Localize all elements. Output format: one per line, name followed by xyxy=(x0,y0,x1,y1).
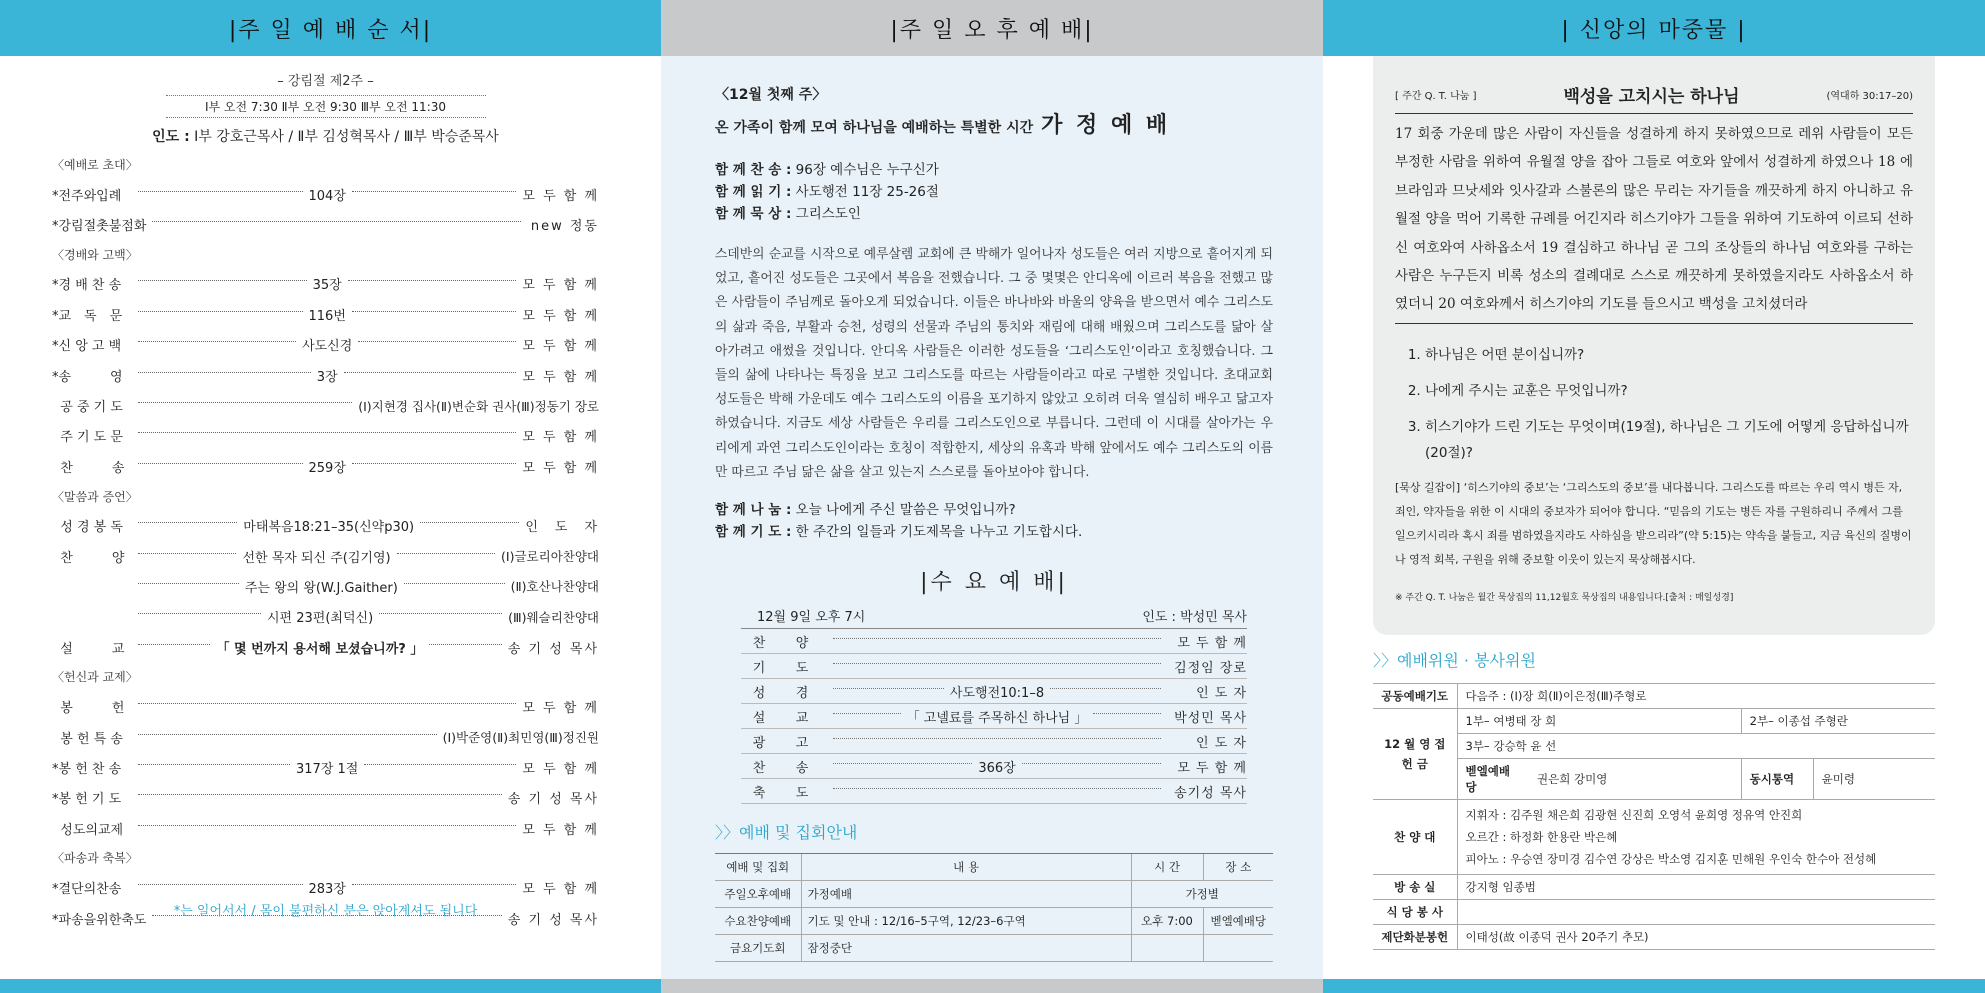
vol-row xyxy=(1373,800,1935,875)
order-item-name: *강림절촛불점화 xyxy=(52,219,147,235)
leaders-line xyxy=(52,126,599,146)
qt-reference: (역대하 30:17–20) xyxy=(1826,91,1913,102)
info-head-row xyxy=(715,854,1273,881)
wed-item-leader: 인 도 자 xyxy=(1196,685,1248,701)
afternoon-header: |주 일 오 후 예 배| xyxy=(661,0,1323,56)
dot-leader xyxy=(138,280,307,281)
info-cell: 주일오후예배 xyxy=(715,881,801,908)
lead-label: 인도 : xyxy=(152,129,190,145)
order-item-name: 성 경 봉 독 xyxy=(52,520,123,536)
kv-value: 오늘 나에게 주신 말씀은 무엇입니까? xyxy=(795,502,1016,519)
order-item-name: *경 배 찬 송 xyxy=(52,278,122,294)
order-item-name: 봉 헌 특 송 xyxy=(52,731,123,747)
dot-leader xyxy=(138,764,290,765)
vol-subkey: 동시통역 xyxy=(1741,759,1813,800)
order-item-name: 주 기 도 문 xyxy=(52,430,123,446)
question-item: 2. 나에게 주시는 교훈은 무엇입니까? xyxy=(1425,378,1913,404)
order-row xyxy=(52,813,599,843)
kv-line xyxy=(715,181,1273,203)
dot-leader xyxy=(833,638,1161,639)
order-item-leader: (Ⅰ)글로리아찬양대 xyxy=(501,549,599,565)
order-section-label: 〈파송과 축복〉 xyxy=(52,851,138,866)
order-item-leader: 송 기 성 목사 xyxy=(507,641,599,657)
dot-leader xyxy=(348,280,517,281)
dot-leader xyxy=(352,884,517,885)
wednesday-rows xyxy=(741,629,1247,804)
vol-value: 이태성(故 이종덕 권사 20주기 추모) xyxy=(1457,925,1935,950)
vol-key: 공동예배기도 xyxy=(1373,684,1457,709)
wed-item-char: 찬 xyxy=(752,635,766,651)
order-row xyxy=(52,299,599,329)
vol-value: 3부– 강승학 윤 선 xyxy=(1457,734,1935,759)
vol-row xyxy=(1373,684,1935,709)
info-cell xyxy=(1203,935,1273,962)
order-item-leader: 송 기 성 목사 xyxy=(507,912,599,928)
order-item-name: *전주와입례 xyxy=(52,188,122,204)
order-section-label: 〈말씀과 증언〉 xyxy=(52,489,138,504)
qt-title: 백성을 고치시는 하나님 xyxy=(1563,87,1740,107)
order-row xyxy=(52,602,599,632)
order-item-content: 주는 왕의 왕(W.J.Gaither) xyxy=(244,580,398,596)
vol-key: 방 송 실 xyxy=(1373,875,1457,900)
wed-item-char: 송 xyxy=(795,760,809,776)
volunteers-title: 〉〉예배위원 · 봉사위원 xyxy=(1373,651,1536,670)
order-row xyxy=(52,571,599,601)
wednesday-lead: 인도 : 박성민 목사 xyxy=(1142,610,1247,626)
dot-leader xyxy=(138,734,437,735)
wed-item-char: 양 xyxy=(795,635,809,651)
dot-leader xyxy=(138,311,303,312)
wednesday-row xyxy=(741,629,1247,654)
order-item-leader: 모 두 함 께 xyxy=(522,188,600,204)
info-row xyxy=(715,881,1273,908)
order-section-label: 〈헌신과 교제〉 xyxy=(52,670,138,685)
dot-leader xyxy=(138,191,303,192)
vol-value: 다음주 : (Ⅰ)장 희(Ⅱ)이은정(Ⅲ)주형로 xyxy=(1457,684,1935,709)
info-head-cell: 예배 및 집회 xyxy=(715,854,801,881)
order-row xyxy=(52,722,599,752)
order-item-name: 설 교 xyxy=(52,641,125,657)
order-item-leader: new 정동 xyxy=(530,219,599,235)
wed-item-char: 도 xyxy=(795,660,809,676)
family-worship-big: 가 정 예 배 xyxy=(1041,113,1171,138)
choir-organ: 오르간 : 하정화 한용란 박은혜 xyxy=(1465,830,1618,844)
dot-leader xyxy=(404,583,505,584)
info-row xyxy=(715,935,1273,962)
info-cell: 가정예배 xyxy=(801,881,1131,908)
info-head-cell: 내 용 xyxy=(801,854,1131,881)
dot-leader xyxy=(1093,713,1161,714)
order-item-name: *봉 헌 기 도 xyxy=(52,792,122,808)
dot-leader xyxy=(379,613,502,614)
wednesday-title: |수 요 예 배| xyxy=(920,570,1068,596)
dot-leader xyxy=(833,788,1161,789)
order-item-content: 선한 목자 되신 주(김기영) xyxy=(242,550,391,566)
wednesday-head xyxy=(741,606,1247,629)
question-item: 1. 하나님은 어떤 분이십니까? xyxy=(1425,342,1913,368)
order-item-name: 봉 헌 xyxy=(52,701,125,717)
wednesday-row xyxy=(741,779,1247,804)
vol-row xyxy=(1373,875,1935,900)
order-row xyxy=(52,179,599,209)
order-item-leader: 모 두 함 께 xyxy=(522,308,600,324)
order-section-label: 〈예배로 초대〉 xyxy=(52,158,138,172)
order-section-label: 〈경배와 고백〉 xyxy=(52,247,138,262)
dot-leader xyxy=(364,764,516,765)
order-item-name: *결단의찬송 xyxy=(52,882,122,898)
order-item-leader: 송 기 성 목사 xyxy=(507,792,599,808)
info-section-title: 〉〉예배 및 집회안내 xyxy=(715,823,858,843)
wednesday-row xyxy=(741,704,1247,729)
lead-names: Ⅰ부 강호근목사 / Ⅱ부 김성혁목사 / Ⅲ부 박승준목사 xyxy=(194,129,499,145)
wed-item-char: 경 xyxy=(795,685,809,701)
question-list xyxy=(1425,342,1913,466)
order-item-leader: (Ⅲ)웨슬리찬양대 xyxy=(508,609,599,625)
kv-line xyxy=(715,499,1273,521)
order-item-leader: 모 두 함 께 xyxy=(522,761,600,777)
vol-row xyxy=(1373,925,1935,950)
order-item-leader: 모 두 함 께 xyxy=(522,882,600,898)
dot-leader xyxy=(138,703,516,704)
order-item-name: 찬 송 xyxy=(52,460,125,476)
kv-line xyxy=(715,159,1273,181)
order-row xyxy=(52,541,599,571)
vol-row xyxy=(1373,900,1935,925)
order-item-leader: (Ⅱ)호산나찬양대 xyxy=(510,579,600,595)
order-list xyxy=(52,150,599,933)
info-table xyxy=(715,853,1273,962)
choir-piano: 피아노 : 우승연 장미경 김수연 강상은 박소영 김지훈 민해원 우인숙 한수아 전성혜 xyxy=(1465,852,1877,866)
kv-value: 사도행전 11장 25-26절 xyxy=(795,184,939,200)
order-item-name: *봉 헌 찬 송 xyxy=(52,761,122,777)
info-cell xyxy=(1131,935,1203,962)
wednesday-row xyxy=(741,754,1247,779)
wed-item-leader: 인 도 자 xyxy=(1196,735,1247,751)
order-item-name: *파송을위한축도 xyxy=(52,912,147,928)
kv-key: 함 께 찬 송 : xyxy=(715,162,792,178)
order-item-name: 찬 양 xyxy=(52,550,125,566)
wednesday-row xyxy=(741,679,1247,704)
order-item-content: 마태복음18:21–35(신약p30) xyxy=(243,520,415,536)
info-cell: 가정별 xyxy=(1131,881,1273,908)
dot-leader xyxy=(429,644,501,645)
order-item-leader: (Ⅰ)지현경 집사(Ⅱ)변순화 권사(Ⅲ)정동기 장로 xyxy=(358,398,599,414)
order-row xyxy=(52,421,599,451)
week-label: 〈12월 첫째 주〉 xyxy=(715,87,827,103)
order-item-leader: 모 두 함 께 xyxy=(522,822,599,838)
worship-order-header: |주 일 예 배 순 서| xyxy=(0,0,661,56)
dot-leader xyxy=(833,663,1161,664)
qt-heading xyxy=(1395,82,1913,114)
order-row xyxy=(52,451,599,481)
dot-leader xyxy=(358,341,516,342)
order-row xyxy=(52,269,599,299)
dot-leader xyxy=(833,738,1161,739)
wed-item-leader: 박성민 목사 xyxy=(1174,710,1248,726)
wed-item-char: 교 xyxy=(795,710,809,726)
kv-key: 함 께 읽 기 : xyxy=(715,184,792,200)
scripture-passage: 17 회중 가운데 많은 사람이 자신들을 성결하게 하지 못하였으므로 레위 사람들이 모든 부정한 사람을 위하여 유월절 양을 잡아 그들로 여호와 앞에서 성결하게 하였으나 18 에브라임과 므낫세와 잇사갈과 스불론의 많은 무리는 자기들을 깨끗하게 하지 아니하고 유월절 양을 먹어 기록한 규례를 어긴지라 히스기야가 그들을 위하여 기도하여 이르되 선하신 여호와여 사하옵소서 19 결심하고 하나님 곧 그의 조상들의 하나님 여호와를 구하는 사람은 누구든지 비록 성소의 결례대로 스스로 깨끗하게 못하였을지라도 사하옵소서 하였더니 20 여호와께서 히스기야의 기도를 들으시고 백성을 고치셨더라 xyxy=(1395,120,1913,324)
order-item-name: 공 중 기 도 xyxy=(52,400,123,416)
order-row xyxy=(52,872,599,902)
vol-value xyxy=(1457,900,1935,925)
info-cell: 오후 7:00 xyxy=(1131,908,1203,935)
season-subtitle: – 강림절 제2주 – xyxy=(277,74,374,89)
kv-key: 함 께 나 눔 : xyxy=(715,502,792,519)
order-item-leader: 모 두 함 께 xyxy=(522,369,600,385)
order-item-content: 35장 xyxy=(312,278,342,294)
order-row xyxy=(52,632,599,662)
order-item-leader: 모 두 함 께 xyxy=(522,278,599,294)
order-row xyxy=(52,360,599,390)
order-item-leader: 모 두 함 께 xyxy=(522,339,599,355)
faith-header: | 신앙의 마중물 | xyxy=(1323,0,1985,56)
wed-item-content: 「 고넬료를 주목하신 하나님 」 xyxy=(906,710,1088,726)
sharing-items xyxy=(715,499,1273,543)
order-row xyxy=(52,691,599,721)
meditation-guide: [묵상 길잡이] ‘히스기야의 중보’는 ‘그리스도의 중보’를 내다봅니다. 그리스도를 따르는 우리 역시 병든 자, 죄인, 약자들을 위한 이 시대의 중보자가 되어야 합니다. “믿음의 기도는 병든 자를 구원하리니 주께서 그를 일으키시리라 혹시 죄를 범하였을지라도 사하심을 받으리라”(약 5:15)는 약속을 붙들고, 지금 육신의 질병이나 영적 회복, 구원을 위해 중보할 이웃이 있는지 묵상해봅시다. xyxy=(1395,480,1912,566)
volunteers-table xyxy=(1373,683,1935,950)
afternoon-body xyxy=(715,56,1273,962)
worship-order-body xyxy=(52,56,599,933)
vol-key: 12 월 영 접 헌 금 xyxy=(1373,709,1457,800)
dot-leader xyxy=(138,825,516,826)
worship-order-column xyxy=(0,0,661,993)
order-row xyxy=(52,209,599,239)
vol-row xyxy=(1373,734,1935,759)
qt-box xyxy=(1373,56,1935,635)
order-row xyxy=(52,783,599,813)
dot-leader xyxy=(344,372,517,373)
afternoon-service-column xyxy=(661,0,1323,993)
vol-key: 식 당 봉 사 xyxy=(1373,900,1457,925)
kv-value: 96장 예수님은 누구신가 xyxy=(795,162,939,178)
vol-value: 2부– 이종섭 주형란 xyxy=(1741,709,1935,734)
family-worship-desc: 온 가족이 함께 모여 하나님을 예배하는 특별한 시간 xyxy=(715,120,1034,136)
vol-row xyxy=(1373,759,1935,800)
standing-note: *는 일어서서 / 몸이 불편하신 분은 앉아계셔도 됩니다 xyxy=(173,904,478,919)
kv-line xyxy=(715,521,1273,543)
order-row xyxy=(52,752,599,782)
wed-item-leader: 송기성 목사 xyxy=(1174,785,1247,801)
wed-item-content: 366장 xyxy=(978,760,1016,776)
wed-item-char: 광 xyxy=(752,735,766,751)
family-worship-items xyxy=(715,159,1273,225)
dot-leader xyxy=(138,522,237,523)
meditation-paragraph: 스데반의 순교를 시작으로 예루살렘 교회에 큰 박해가 일어나자 성도들은 여러 지방으로 흩어지게 되었고, 흩어진 성도들은 그곳에서 복음을 전했습니다. 그 중 몇몇은 안디옥에 이르러 복음을 전했고 많은 사람들이 주님께로 돌아오게 되었습니다. 이들은 바나바와 바울의 양육을 받으면서 예수 그리스도의 삶과 죽음, 부활과 승천, 성령의 선물과 주님의 통치와 재림에 대해 배웠으며 그리스도를 닮아 살아가려고 애썼을 것입니다. 안디옥 사람들은 이러한 성도들을 ‘그리스도인’이라고 호칭했습니다. 그들의 삶에 나타나는 특징을 보고 그리스도를 따르는 사람들이라고 따로 구별한 것입니다. 초대교회 성도들은 박해 가운데도 예수 그리스도의 이름을 포기하지 않았고 오히려 더욱 열심히 배우고 닮고자 하였습니다. 지금도 세상 사람들은 우리를 그리스도인으로 부릅니다. 그런데 이 시대를 살아가는 우리에게 과연 그리스도인이라는 호칭이 적합한지, 세상의 유혹과 박해 앞에서도 예수 그리스도의 이름만 따르고 주님 닮은 삶을 살고 있는지 스스로를 돌아보아야 합니다. xyxy=(715,247,1273,480)
dot-leader xyxy=(138,553,236,554)
info-cell: 금요기도회 xyxy=(715,935,801,962)
order-item-content: 「 몇 번까지 용서해 보셨습니까? 」 xyxy=(216,641,424,657)
dot-leader xyxy=(138,402,352,403)
dot-leader xyxy=(138,463,303,464)
dot-leader xyxy=(833,713,901,714)
dot-leader xyxy=(833,763,972,764)
volunteers-section xyxy=(1373,648,1935,950)
wednesday-order xyxy=(741,606,1247,804)
kv-key: 함 께 기 도 : xyxy=(715,524,792,541)
order-item-leader: (Ⅰ)박준영(Ⅱ)최민영(Ⅲ)정진원 xyxy=(442,730,599,746)
order-item-content: 259장 xyxy=(308,460,346,476)
wed-item-char: 도 xyxy=(795,785,809,801)
order-item-content: 116번 xyxy=(308,308,346,324)
order-row xyxy=(52,330,599,360)
vol-value xyxy=(1457,800,1935,875)
kv-value: 그리스도인 xyxy=(795,206,861,222)
order-item-leader: 모 두 함 께 xyxy=(522,460,600,476)
order-item-name: *교 독 문 xyxy=(52,308,123,324)
dot-leader xyxy=(138,583,239,584)
kv-key: 함 께 묵 상 : xyxy=(715,206,792,222)
qt-footnote: ※ 주간 Q. T. 나눔은 월간 묵상집의 11,12월호 묵상집의 내용입니다.[출처 : 매일성경] xyxy=(1395,592,1734,603)
vol-value: 권은희 강미영 xyxy=(1529,759,1741,800)
vol-value: 1부– 여병태 장 희 xyxy=(1457,709,1741,734)
wednesday-row xyxy=(741,729,1247,754)
dot-leader xyxy=(138,613,261,614)
dot-leader xyxy=(352,191,517,192)
order-item-content: 104장 xyxy=(308,188,346,204)
dot-leader xyxy=(833,688,944,689)
dot-leader xyxy=(138,372,311,373)
order-row xyxy=(52,390,599,420)
footer-bar xyxy=(1323,979,1985,993)
wed-item-content: 사도행전10:1–8 xyxy=(949,685,1045,701)
wed-item-leader: 김정임 장로 xyxy=(1174,660,1247,676)
order-row xyxy=(52,511,599,541)
dot-leader xyxy=(138,884,303,885)
order-item-name: *송 영 xyxy=(52,369,123,385)
info-cell: 벧엘예배당 xyxy=(1203,908,1273,935)
dot-leader xyxy=(420,522,519,523)
footer-bar xyxy=(661,979,1323,993)
info-row xyxy=(715,908,1273,935)
order-item-content: 3장 xyxy=(316,369,338,385)
dot-leader xyxy=(397,553,495,554)
wed-item-char: 성 xyxy=(752,685,766,701)
wed-item-char: 고 xyxy=(795,735,809,751)
vol-value: 강지형 임종범 xyxy=(1457,875,1935,900)
wed-item-char: 축 xyxy=(752,785,766,801)
order-item-name: *신 앙 고 백 xyxy=(52,339,122,355)
vol-key: 제단화분봉헌 xyxy=(1373,925,1457,950)
kv-value: 한 주간의 일들과 기도제목을 나누고 기도합시다. xyxy=(795,524,1083,541)
info-cell: 수요찬양예배 xyxy=(715,908,801,935)
order-item-content: 283장 xyxy=(308,882,346,898)
wed-item-leader: 모 두 함 께 xyxy=(1177,635,1247,651)
wednesday-row xyxy=(741,654,1247,679)
question-item: 3. 히스기야가 드린 기도는 무엇이며(19절), 하나님은 그 기도에 어떻게 응답하십니까(20절)? xyxy=(1425,414,1913,466)
wed-item-char: 기 xyxy=(752,660,766,676)
order-item-leader: 모 두 함 께 xyxy=(522,430,599,446)
dot-leader xyxy=(1050,688,1161,689)
dot-leader xyxy=(352,311,517,312)
dot-leader xyxy=(138,794,502,795)
info-head-cell: 장 소 xyxy=(1203,854,1273,881)
family-worship-title xyxy=(715,108,1273,139)
dot-leader xyxy=(352,463,517,464)
dot-leader xyxy=(138,432,516,433)
order-item-content: 317장 1절 xyxy=(296,761,359,777)
info-cell: 잠정중단 xyxy=(801,935,1131,962)
vol-value: 윤미령 xyxy=(1813,759,1935,800)
order-item-content: 사도신경 xyxy=(302,339,353,355)
footer-bar xyxy=(0,979,661,993)
service-times: Ⅰ부 오전 7:30 Ⅱ부 오전 9:30 Ⅲ부 오전 11:30 xyxy=(166,95,486,118)
dot-leader xyxy=(138,644,210,645)
choir-conductor: 지휘자 : 김주원 채은희 김광현 신진희 오영석 윤희영 정유역 안진희 xyxy=(1465,808,1803,822)
dot-leader xyxy=(1022,763,1161,764)
qt-tag: [ 주간 Q. T. 나눔 ] xyxy=(1395,91,1477,102)
wed-item-char: 찬 xyxy=(752,760,766,776)
faith-column xyxy=(1323,0,1985,993)
vol-row xyxy=(1373,709,1935,734)
wed-item-char: 설 xyxy=(752,710,766,726)
info-head-cell: 시 간 xyxy=(1131,854,1203,881)
order-item-leader: 인 도 자 xyxy=(525,520,600,536)
order-item-name: 성도의교제 xyxy=(52,822,124,838)
dot-leader xyxy=(152,221,521,222)
kv-line xyxy=(715,203,1273,225)
vol-key: 찬 양 대 xyxy=(1373,800,1457,875)
vol-subkey: 벧엘예배당 xyxy=(1457,759,1529,800)
wednesday-date: 12월 9일 오후 7시 xyxy=(757,610,866,626)
info-cell: 기도 및 안내 : 12/16–5구역, 12/23–6구역 xyxy=(801,908,1131,935)
wed-item-leader: 모 두 함 께 xyxy=(1177,760,1247,776)
order-item-leader: 모 두 함 께 xyxy=(522,701,599,717)
order-item-content: 시편 23편(최덕신) xyxy=(267,611,374,627)
dot-leader xyxy=(138,341,296,342)
